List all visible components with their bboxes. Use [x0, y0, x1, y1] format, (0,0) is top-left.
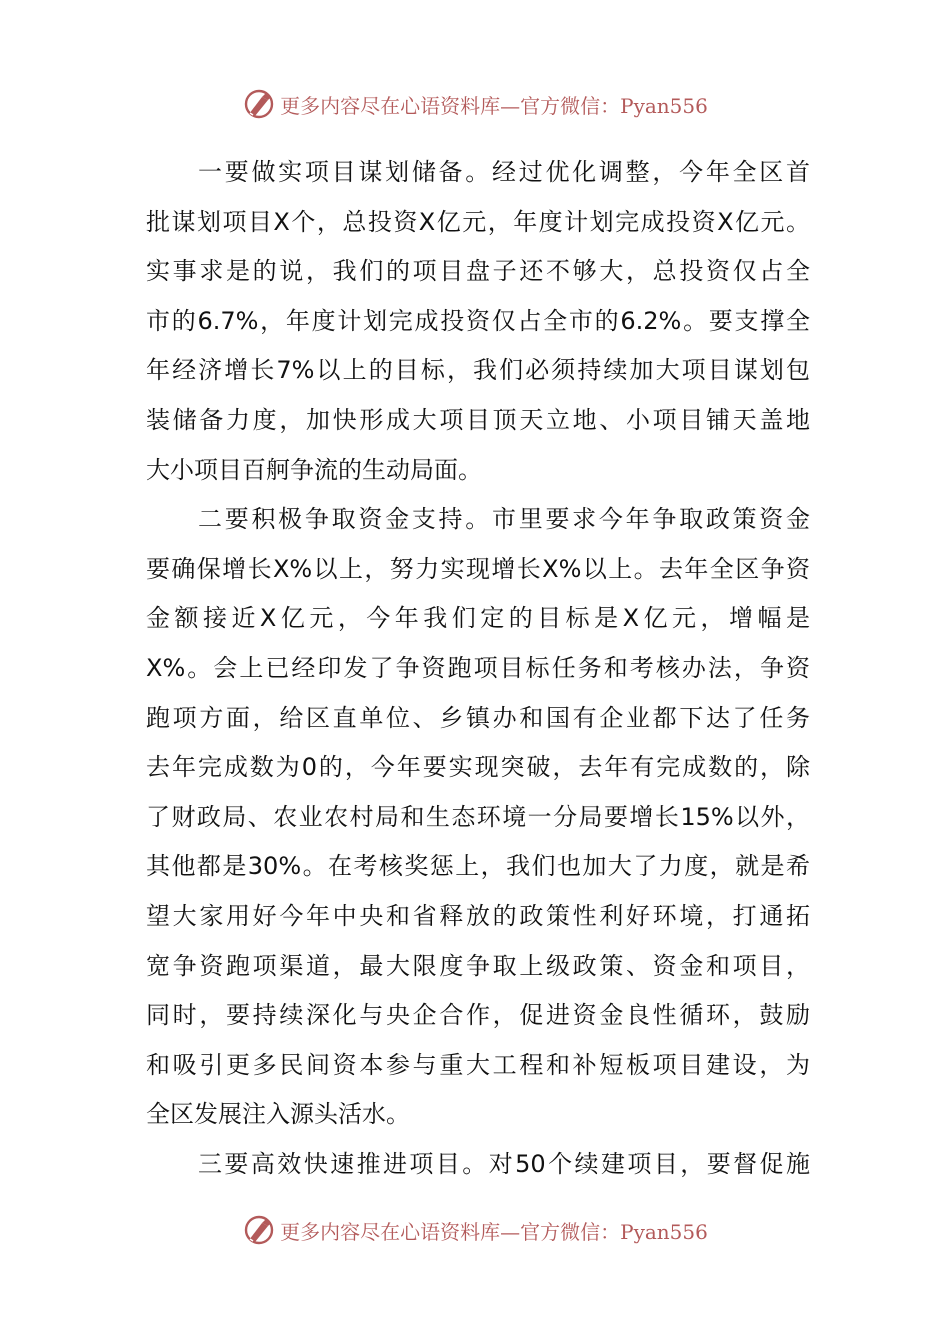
pen-nib-logo-icon	[242, 1213, 276, 1247]
footer-banner-text: 更多内容尽在心语资料库—官方微信：Pyan556	[280, 1219, 708, 1244]
paragraph-line: 同时，要持续深化与央企合作，促进资金良性循环，鼓励	[146, 1001, 810, 1030]
footer-banner	[0, 1210, 950, 1250]
paragraph-line: 金额接近X亿元，今年我们定的目标是X亿元，增幅是	[146, 604, 810, 633]
paragraph-line: 其他都是30%。在考核奖惩上，我们也加大了力度，就是希	[146, 852, 810, 881]
paragraph-line: 大小项目百舸争流的生动局面。	[146, 455, 482, 484]
paragraph-line: 实事求是的说，我们的项目盘子还不够大，总投资仅占全	[146, 257, 810, 286]
header-banner	[0, 84, 950, 124]
paragraph-line: 二要积极争取资金支持。市里要求今年争取政策资金	[198, 505, 810, 534]
paragraph-line: 望大家用好今年中央和省释放的政策性利好环境，打通拓	[146, 901, 810, 930]
paragraph-line: 和吸引更多民间资本参与重大工程和补短板项目建设，为	[146, 1050, 810, 1079]
paragraph-line: 全区发展注入源头活水。	[146, 1100, 410, 1129]
paragraph-line: 装储备力度，加快形成大项目顶天立地、小项目铺天盖地	[146, 405, 810, 434]
header-banner-text: 更多内容尽在心语资料库—官方微信：Pyan556	[280, 93, 708, 118]
paragraph-line: 年经济增长7%以上的目标，我们必须持续加大项目谋划包	[146, 356, 810, 385]
paragraph-line: 一要做实项目谋划储备。经过优化调整，今年全区首	[198, 158, 810, 186]
paragraph-line: 宽争资跑项渠道，最大限度争取上级政策、资金和项目，	[146, 951, 810, 980]
paragraph-line: 跑项方面，给区直单位、乡镇办和国有企业都下达了任务	[146, 703, 810, 732]
paragraph-line: 了财政局、农业农村局和生态环境一分局要增长15%以外，	[146, 802, 810, 831]
pen-nib-logo-icon	[242, 87, 276, 121]
paragraph-line: 要确保增长X%以上，努力实现增长X%以上。去年全区争资	[146, 554, 810, 583]
paragraph-line: 去年完成数为0的，今年要实现突破，去年有完成数的，除	[146, 753, 810, 782]
paragraph-line: X%。会上已经印发了争资跑项目标任务和考核办法，争资	[146, 653, 810, 682]
document-body	[146, 148, 810, 1189]
paragraph-line: 市的6.7%，年度计划完成投资仅占全市的6.2%。要支撑全	[146, 306, 810, 335]
paragraph-line: 三要高效快速推进项目。对50个续建项目，要督促施	[198, 1149, 810, 1178]
paragraph-line: 批谋划项目X个，总投资X亿元，年度计划完成投资X亿元。	[146, 207, 810, 236]
